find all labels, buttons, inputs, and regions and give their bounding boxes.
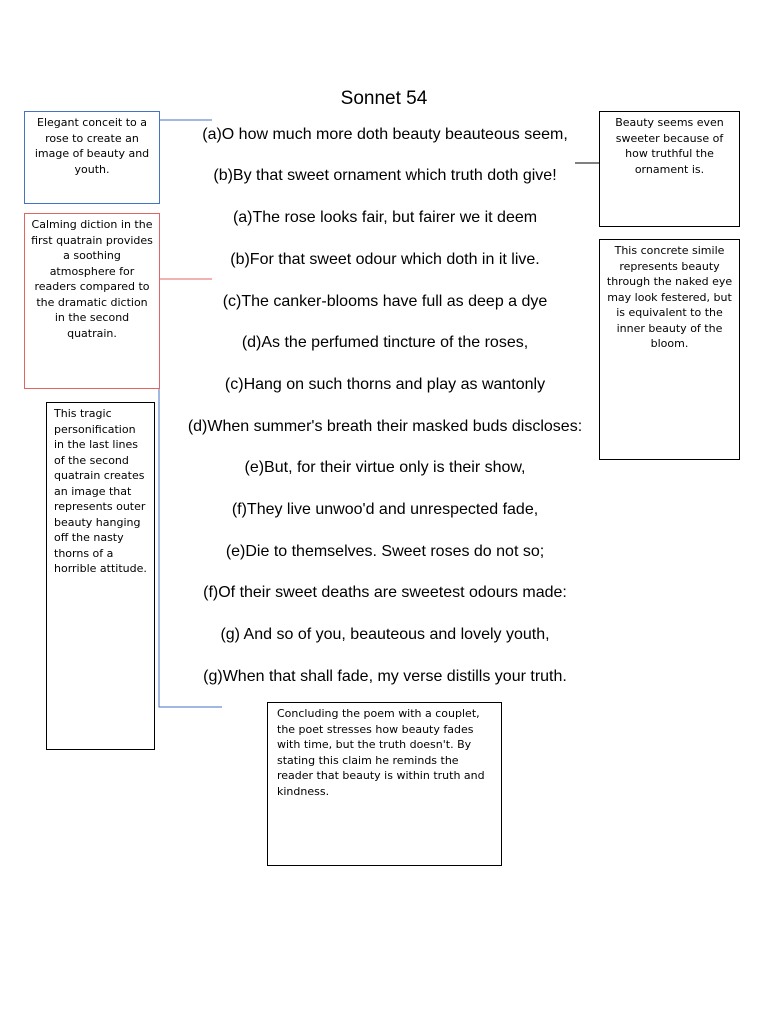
poem-line: (e)But, for their virtue only is their show, bbox=[244, 459, 526, 476]
annotation-personification: This tragic personification in the last lines of the second quatrain creates an image that represents outer beauty hanging off the nasty thorns of a horrible attitude. bbox=[46, 402, 155, 750]
poem-line: (g)When that shall fade, my verse distills your truth. bbox=[203, 668, 567, 685]
poem-line: (b)By that sweet ornament which truth doth give! bbox=[213, 167, 557, 184]
poem-line: (a)The rose looks fair, but fairer we it deem bbox=[232, 209, 538, 226]
poem-title: Sonnet 54 bbox=[340, 88, 428, 109]
couplet-bracket-connector bbox=[159, 389, 222, 707]
annotation-sweeter: Beauty seems even sweeter because of how truthful the ornament is. bbox=[599, 111, 740, 227]
poem-line: (g) And so of you, beauteous and lovely youth, bbox=[220, 626, 550, 643]
annotation-simile: This concrete simile represents beauty through the naked eye may look festered, but is equivalent to the inner beauty of the bloom. bbox=[599, 239, 740, 460]
annotation-conceit: Elegant conceit to a rose to create an image of beauty and youth. bbox=[24, 111, 160, 204]
poem-line: (d)As the perfumed tincture of the roses, bbox=[241, 334, 529, 351]
poem-line: (f)They live unwoo'd and unrespected fade, bbox=[231, 501, 539, 518]
poem-line: (e)Die to themselves. Sweet roses do not so; bbox=[225, 543, 545, 560]
poem-line: (a)O how much more doth beauty beauteous seem, bbox=[202, 126, 568, 143]
poem-line: (d)When summer's breath their masked buds discloses: bbox=[187, 418, 583, 435]
poem-line: (f)Of their sweet deaths are sweetest odours made: bbox=[203, 584, 567, 601]
annotation-couplet: Concluding the poem with a couplet, the poet stresses how beauty fades with time, but the truth doesn't. By stating this claim he reminds the reader that beauty is within truth and kindness. bbox=[267, 702, 502, 866]
poem-line: (c)Hang on such thorns and play as wantonly bbox=[224, 376, 546, 393]
annotation-diction: Calming diction in the first quatrain provides a soothing atmosphere for readers compared to the dramatic diction in the second quatrain. bbox=[24, 213, 160, 389]
poem-line: (b)For that sweet odour which doth in it live. bbox=[230, 251, 540, 268]
poem-line: (c)The canker-blooms have full as deep a dye bbox=[222, 293, 548, 310]
